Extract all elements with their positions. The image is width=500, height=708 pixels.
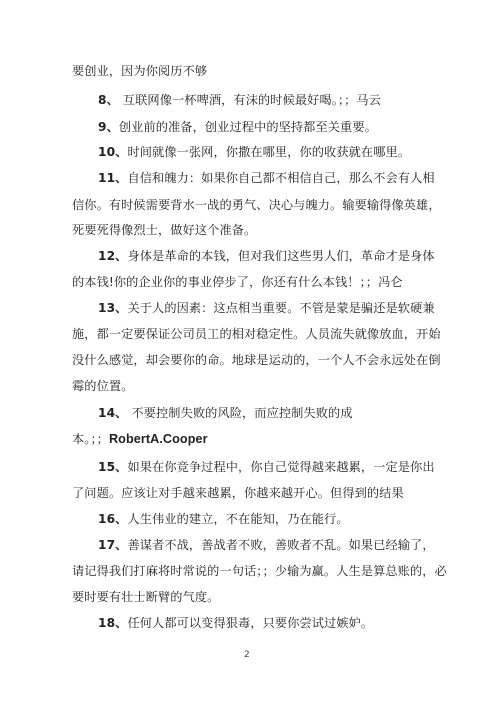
quote-text: 人生伟业的建立，不在能知，乃在能行。 <box>127 512 349 526</box>
line-text: 死要死得像烈士，做好这个准备。 <box>72 223 257 237</box>
quote-number: 13、 <box>98 301 128 315</box>
quote-13-continued-3 <box>72 378 133 394</box>
page-number: 2 <box>244 650 250 660</box>
line-text: 霉的位置。 <box>72 379 134 393</box>
quote-11-continued-1 <box>72 197 441 213</box>
quote-13-continued-1 <box>72 326 441 342</box>
quote-text: 善谋者不战，善战者不败，善败者不乱。如果已经输了， <box>127 538 435 552</box>
line-text: 本。；； <box>72 432 109 446</box>
quote-number: 15、 <box>98 460 128 474</box>
quote-13-continued-2 <box>72 352 441 368</box>
quote-text: 关于人的因素：这点相当重要。不管是蒙是骗还是软硬兼 <box>127 301 435 315</box>
quote-number: 10、 <box>98 145 128 159</box>
quote-14-continued <box>72 431 208 447</box>
quote-number: 9、 <box>98 120 119 134</box>
quote-17-continued-2 <box>72 589 219 605</box>
quote-text: 时间就像一张网，你撒在哪里，你的收获就在哪里。 <box>127 145 411 159</box>
quote-12 <box>98 248 435 264</box>
quote-number: 17、 <box>98 538 128 552</box>
quote-17-continued-1 <box>72 563 447 579</box>
quote-17 <box>98 537 435 553</box>
quote-number: 14、 <box>98 406 128 420</box>
line-text: 的本钱!你的企业你的事业停步了，你还有什么本钱！；；冯仑 <box>72 275 403 289</box>
line-text: 请记得我们打麻将时常说的一句话；；少输为赢。人生是算总账的，必 <box>72 564 447 578</box>
line-text: 要时要有壮士断臂的气度。 <box>72 590 220 604</box>
quote-11 <box>98 170 435 186</box>
quote-18 <box>98 615 373 631</box>
quote-14 <box>98 405 353 421</box>
quote-number: 18、 <box>98 616 128 630</box>
author-name: RobertA.Cooper <box>108 432 208 446</box>
quote-text: 身体是革命的本钱，但对我们这些男人们，革命才是身体 <box>127 249 435 263</box>
quote-9 <box>98 119 377 135</box>
quote-10 <box>98 144 410 160</box>
quote-number: 16、 <box>98 512 128 526</box>
quote-12-continued <box>72 274 403 290</box>
quote-11-continued-2 <box>72 222 256 238</box>
quote-number: 8、 <box>98 93 119 107</box>
line-text: 信你。有时候需要背水一战的勇气、决心与魄力。输要输得像英雄， <box>72 198 441 212</box>
quote-text: 不要控制失败的风险，而应控制失败的成 <box>127 406 353 420</box>
line-text: 没什么感觉，却会要你的命。地球是运动的，一个人不会永远处在倒 <box>72 353 441 367</box>
quote-16 <box>98 511 349 527</box>
quote-text: 任何人都可以变得狠毒，只要你尝试过嫉妒。 <box>127 616 374 630</box>
quote-number: 11、 <box>98 171 128 185</box>
text-line-1 <box>72 63 207 79</box>
quote-15-continued <box>72 485 404 501</box>
line-text: 了问题。应该让对手越来越累，你越来越开心。但得到的结果 <box>72 486 404 500</box>
line-text: 要创业，因为你阅历不够 <box>72 64 208 78</box>
quote-text: 如果在你竞争过程中，你自己觉得越来越累，一定是你出 <box>127 460 435 474</box>
quote-13 <box>98 300 435 316</box>
quote-number: 12、 <box>98 249 128 263</box>
quote-text: 互联网像一杯啤酒，有沫的时候最好喝。；；马云 <box>118 93 381 107</box>
quote-15 <box>98 459 435 475</box>
quote-text: 创业前的准备，创业过程中的坚持都至关重要。 <box>118 120 377 134</box>
quote-8 <box>98 92 381 108</box>
quote-text: 自信和魄力：如果你自己都不相信自己，那么不会有人相 <box>127 171 435 185</box>
line-text: 施，都一定要保证公司员工的相对稳定性。人员流失就像放血，开始 <box>72 327 441 341</box>
